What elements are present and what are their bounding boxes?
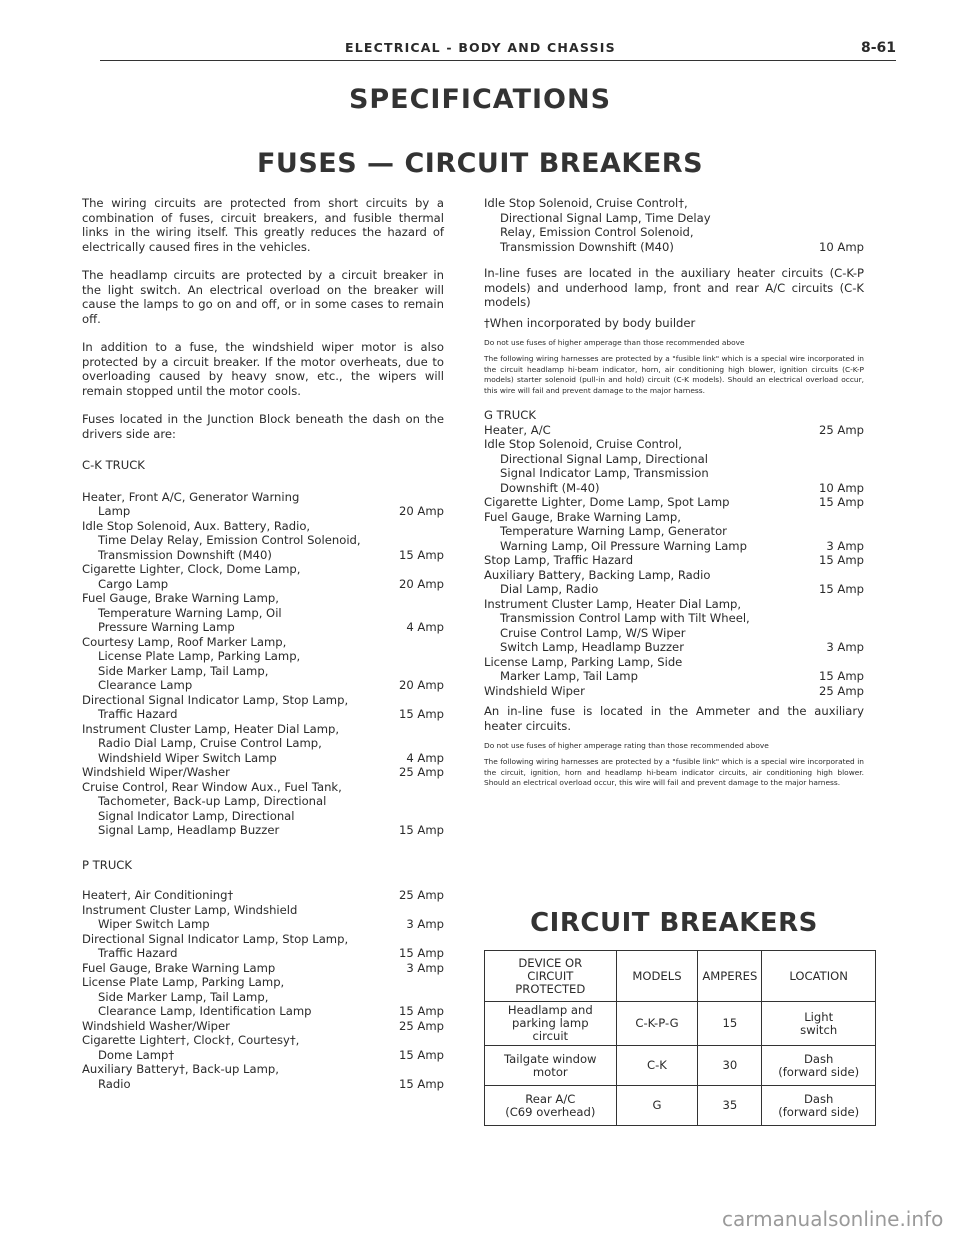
fuse-circuit-line: Windshield Wiper Switch Lamp — [98, 750, 277, 765]
fuse-circuit-line: Fuel Gauge, Brake Warning Lamp, — [82, 591, 279, 605]
fuse-entry — [82, 1019, 444, 1034]
fuse-circuit-line: Warning Lamp, Oil Pressure Warning Lamp — [500, 538, 747, 553]
table-row — [485, 1086, 876, 1126]
section-heading: FUSES — CIRCUIT BREAKERS — [256, 148, 704, 179]
table-row — [485, 1046, 876, 1086]
fuse-entry — [82, 562, 444, 591]
p-fuse-list — [82, 888, 444, 1091]
fuse-circuit-line: Radio — [98, 1076, 131, 1091]
g-fuse-list — [484, 423, 864, 699]
fuse-amperage: 15 Amp — [398, 823, 444, 837]
fuse-entry — [484, 597, 864, 655]
fuse-circuit-line: Directional Signal Indicator Lamp, Stop Lamp, — [82, 931, 349, 946]
fuse-circuit-line: Cigarette Lighter, Clock, Dome Lamp, — [82, 562, 301, 576]
fuse-entry — [484, 437, 864, 495]
fuse-amperage: 15 Amp — [398, 1004, 444, 1018]
column-header: AMPERES — [698, 951, 762, 1002]
fuse-entry — [82, 722, 444, 766]
fuse-circuit-line: Instrument Cluster Lamp, Heater Dial Lamp, — [82, 721, 340, 736]
fuse-entry — [82, 1033, 444, 1062]
fuse-entry — [484, 553, 864, 568]
fuse-circuit-line: Idle Stop Solenoid, Cruise Control†, — [484, 196, 688, 210]
fuse-amperage: 4 Amp — [406, 620, 444, 634]
fuse-amperage: 15 Amp — [818, 582, 864, 597]
fuse-amperage: 4 Amp — [406, 750, 444, 765]
fuse-entry — [484, 423, 864, 438]
fuse-amperage: 3 Amp — [826, 538, 864, 553]
fuse-circuit-line: Wiper Switch Lamp — [98, 917, 210, 931]
p-truck-heading: P TRUCK — [82, 857, 132, 872]
fuse-amperage: 15 Amp — [818, 495, 864, 510]
intro-paragraph: The wiring circuits are protected from short circuits by a combination of fuses, circuit breakers, and fusible thermal links in the wiring itself. This greatly reduces the hazard of electrically caused fires in the vehicles. — [82, 196, 444, 254]
fuse-entry — [484, 568, 864, 597]
fuse-circuit-line: Relay, Emission Control Solenoid, — [500, 225, 694, 239]
fuse-circuits — [484, 568, 800, 597]
fuse-circuit-line: Instrument Cluster Lamp, Heater Dial Lamp, — [484, 596, 742, 611]
table-cell: G — [616, 1086, 698, 1126]
fuse-circuit-line: Courtesy Lamp, Roof Marker Lamp, — [82, 634, 287, 649]
fusible-link-note: The following wiring harnesses are protected by a "fusible link" which is a special wire incorporated in the circuit headlamp hi-beam indicator, horn, air conditioning high blower, ignition circuits (C-K-P models) starter solenoid (pull-in and hold) circuit (C-K models). Should an electrical overload occur, this wire will fail and prevent damage to the major harness. — [484, 354, 864, 395]
fuse-circuits — [82, 888, 380, 903]
fuse-amperage: 25 Amp — [818, 683, 864, 698]
fuse-circuit-line: Heater, A/C — [484, 422, 551, 437]
fuse-circuits — [484, 510, 800, 554]
fuse-circuit-line: License Plate Lamp, Parking Lamp, — [82, 975, 285, 989]
fuse-circuit-line: Fuel Gauge, Brake Warning Lamp — [82, 960, 276, 975]
fuse-circuit-line: Traffic Hazard — [98, 946, 178, 960]
right-column — [484, 196, 864, 789]
fuse-circuit-line: Fuel Gauge, Brake Warning Lamp, — [484, 509, 681, 524]
fuse-circuit-line: Pressure Warning Lamp — [98, 620, 235, 634]
fuse-entry — [82, 490, 444, 519]
fuse-circuits — [82, 1019, 380, 1034]
fuse-entry — [82, 591, 444, 635]
left-column — [82, 196, 444, 1091]
fuse-circuits — [484, 597, 800, 655]
fuse-entry — [82, 975, 444, 1019]
fuse-amperage: 20 Amp — [398, 678, 444, 692]
fuse-circuit-line: Cigarette Lighter†, Clock†, Courtesy†, — [82, 1033, 300, 1047]
fuse-amperage: 25 Amp — [398, 765, 444, 779]
fuse-circuits — [82, 961, 380, 976]
fuse-circuits — [484, 437, 800, 495]
column-header: MODELS — [616, 951, 698, 1002]
fuse-circuit-line: Dome Lamp† — [98, 1047, 175, 1062]
fuse-circuit-line: Lamp — [98, 504, 131, 518]
fuse-circuit-line: Auxiliary Battery, Backing Lamp, Radio — [484, 567, 711, 582]
fuse-entry — [82, 932, 444, 961]
fuse-circuits — [82, 780, 380, 838]
circuit-breakers-table — [484, 950, 876, 1126]
fuse-entry — [82, 903, 444, 932]
fuse-entry — [82, 693, 444, 722]
section-title: ELECTRICAL - BODY AND CHASSIS — [345, 40, 616, 55]
fuse-circuits — [82, 932, 380, 961]
amperage-warning: Do not use fuses of higher amperage rating than those recommended above — [484, 741, 769, 751]
fuse-circuit-line: Transmission Downshift (M40) — [500, 239, 674, 254]
fuse-amperage: 15 Amp — [398, 707, 444, 721]
fuse-circuit-line: Transmission Control Lamp with Tilt Wheel, — [500, 611, 750, 626]
fuse-circuit-line: Traffic Hazard — [98, 707, 178, 721]
fuse-entry — [484, 495, 864, 510]
fuse-circuit-line: Temperature Warning Lamp, Generator — [500, 524, 727, 539]
fuse-circuits — [82, 1033, 380, 1062]
fuse-circuit-line: Directional Signal Indicator Lamp, Stop Lamp, — [82, 692, 349, 707]
fuse-circuit-line: Windshield Washer/Wiper — [82, 1018, 230, 1033]
fuse-circuit-line: Radio Dial Lamp, Cruise Control Lamp, — [98, 736, 322, 750]
fuse-circuits — [82, 635, 380, 693]
fuse-amperage: 15 Amp — [398, 946, 444, 960]
fuse-amperage: 25 Amp — [398, 888, 444, 902]
fuse-circuits — [484, 423, 800, 438]
fuse-circuit-line: Temperature Warning Lamp, Oil — [98, 605, 282, 620]
intro-paragraph: The headlamp circuits are protected by a circuit breaker in the light switch. An electrical overload on the breaker will cause the lamps to go on and off, or in some cases to remain off. — [82, 268, 444, 326]
fuse-circuit-line: Heater†, Air Conditioning† — [82, 888, 234, 902]
table-row — [485, 1002, 876, 1046]
table-cell: Light switch — [762, 1002, 876, 1046]
ck-fuse-list — [82, 490, 444, 838]
fuse-circuits — [82, 519, 380, 563]
fuse-entry — [82, 780, 444, 838]
fuse-circuit-line: Side Marker Lamp, Tail Lamp, — [98, 663, 269, 678]
fuse-circuit-line: Signal Indicator Lamp, Directional — [98, 808, 295, 823]
table-cell: 30 — [698, 1046, 762, 1086]
fuse-circuit-line: Tachometer, Back-up Lamp, Directional — [98, 794, 327, 808]
fuse-entry — [82, 635, 444, 693]
watermark: carmanualsonline.info — [722, 1207, 944, 1231]
table-cell: 35 — [698, 1086, 762, 1126]
fuse-circuits — [82, 722, 380, 766]
fuse-amperage: 3 Amp — [826, 640, 864, 655]
fuse-circuit-line: License Lamp, Parking Lamp, Side — [484, 654, 683, 669]
column-header: LOCATION — [762, 951, 876, 1002]
fuse-entry — [484, 684, 864, 699]
table-cell: C-K-P-G — [616, 1002, 698, 1046]
fuse-amperage: 3 Amp — [406, 917, 444, 931]
fuse-amperage: 20 Amp — [398, 576, 444, 591]
fuse-amperage: 20 Amp — [398, 504, 444, 518]
fuse-amperage: 15 Amp — [818, 553, 864, 568]
circuit-breakers-heading: CIRCUIT BREAKERS — [530, 908, 818, 938]
fuse-amperage: 25 Amp — [398, 1018, 444, 1033]
fuse-amperage: 15 Amp — [398, 1076, 444, 1091]
fuse-circuit-line: Windshield Wiper — [484, 683, 585, 698]
fuse-circuit-line: Heater, Front A/C, Generator Warning — [82, 489, 300, 504]
fuse-amperage: 25 Amp — [818, 422, 864, 437]
fuse-entry — [82, 765, 444, 780]
g-truck-heading: G TRUCK — [484, 408, 536, 423]
fuse-circuit-line: Dial Lamp, Radio — [500, 582, 599, 597]
fuse-circuits — [82, 490, 380, 519]
fuse-circuit-line: Idle Stop Solenoid, Aux. Battery, Radio, — [82, 518, 311, 533]
fuse-entry — [82, 1062, 444, 1091]
fuse-circuit-line: Cruise Control Lamp, W/S Wiper — [500, 625, 686, 640]
fuse-circuit-line: Signal Indicator Lamp, Transmission — [500, 466, 709, 481]
fuse-amperage: 15 Amp — [818, 669, 864, 684]
fuse-circuit-line: Directional Signal Lamp, Directional — [500, 451, 708, 466]
fuse-circuits — [484, 655, 800, 684]
fuse-amperage: 15 Amp — [398, 1047, 444, 1062]
fuse-circuit-line: Instrument Cluster Lamp, Windshield — [82, 902, 298, 917]
fuse-circuits — [82, 562, 380, 591]
body-builder-note: †When incorporated by body builder — [484, 315, 696, 330]
fuse-circuits — [484, 495, 800, 510]
fuse-circuits — [484, 196, 800, 254]
fuse-circuits — [82, 903, 380, 932]
fuse-entry — [484, 655, 864, 684]
fuse-circuit-line: Stop Lamp, Traffic Hazard — [484, 553, 634, 568]
fuse-circuit-line: Windshield Wiper/Washer — [82, 765, 230, 779]
fuse-circuit-line: Side Marker Lamp, Tail Lamp, — [98, 989, 269, 1004]
fuse-circuit-line: Signal Lamp, Headlamp Buzzer — [98, 823, 280, 837]
inline-fuse-note: In-line fuses are located in the auxiliary heater circuits (C-K-P models) and underhood lamp, front and rear A/C circuits (C-K models) — [484, 266, 864, 309]
table-cell: 15 — [698, 1002, 762, 1046]
fuse-circuit-line: License Plate Lamp, Parking Lamp, — [98, 649, 301, 663]
right-top-fuse-list — [484, 196, 864, 254]
fuse-circuits — [484, 553, 800, 568]
table-cell: Headlamp and parking lamp circuit — [485, 1002, 617, 1046]
fuse-entry — [484, 510, 864, 554]
fuse-circuits — [82, 693, 380, 722]
intro-paragraph: In addition to a fuse, the windshield wiper motor is also protected by a circuit breaker. If the motor overheats, due to overloading caused by heavy snow, etc., the wipers will remain stopped until the motor cools. — [82, 340, 444, 398]
column-header: DEVICE OR CIRCUIT PROTECTED — [485, 951, 617, 1002]
fuse-circuits — [82, 1062, 380, 1091]
fuse-circuit-line: Directional Signal Lamp, Time Delay — [500, 210, 711, 225]
fusible-link-note: The following wiring harnesses are protected by a "fusible link" which is a special wire incorporated in the circuit, ignition, horn and headlamp hi-beam indicator circuits, air conditioning high blower. Should an electrical overload occur, this wire will fail and prevent damage to the major harness. — [484, 757, 864, 788]
fuse-entry — [484, 196, 864, 254]
fuse-circuit-line: Downshift (M-40) — [500, 480, 600, 495]
table-body — [485, 1002, 876, 1126]
fuse-entry — [82, 519, 444, 563]
fuse-entry — [82, 888, 444, 903]
table-cell: Dash (forward side) — [762, 1086, 876, 1126]
page-title: SPECIFICATIONS — [348, 84, 612, 115]
fuse-amperage: 15 Amp — [398, 547, 444, 562]
table-cell: C-K — [616, 1046, 698, 1086]
table-cell: Dash (forward side) — [762, 1046, 876, 1086]
running-header — [100, 40, 896, 61]
fuse-circuits — [82, 765, 380, 780]
amperage-warning: Do not use fuses of higher amperage than those recommended above — [484, 338, 745, 347]
fuse-circuit-line: Cigarette Lighter, Dome Lamp, Spot Lamp — [484, 495, 730, 510]
fuse-amperage: 3 Amp — [406, 960, 444, 975]
fuse-circuit-line: Idle Stop Solenoid, Cruise Control, — [484, 437, 682, 452]
fuse-circuits — [484, 684, 800, 699]
fuse-circuit-line: Cargo Lamp — [98, 576, 169, 591]
fuse-circuit-line: Time Delay Relay, Emission Control Solenoid, — [98, 533, 361, 547]
fuse-circuits — [82, 591, 380, 635]
fuse-circuit-line: Switch Lamp, Headlamp Buzzer — [500, 640, 684, 655]
table-header-row — [485, 951, 876, 1002]
page-number: 8-61 — [860, 40, 896, 56]
ck-truck-heading: C-K TRUCK — [82, 458, 145, 472]
fuse-amperage: 10 Amp — [818, 480, 864, 495]
table-cell: Tailgate window motor — [485, 1046, 617, 1086]
table-cell: Rear A/C (C69 overhead) — [485, 1086, 617, 1126]
fuse-circuit-line: Marker Lamp, Tail Lamp — [500, 669, 638, 684]
fuse-circuit-line: Cruise Control, Rear Window Aux., Fuel Tank, — [82, 779, 342, 794]
intro-paragraph: Fuses located in the Junction Block beneath the dash on the drivers side are: — [82, 412, 444, 441]
fuse-circuit-line: Auxiliary Battery†, Back-up Lamp, — [82, 1062, 279, 1076]
ammeter-note: An in-line fuse is located in the Ammeter and the auxiliary heater circuits. — [484, 704, 864, 733]
fuse-entry — [82, 961, 444, 976]
fuse-circuits — [82, 975, 380, 1019]
fuse-circuit-line: Clearance Lamp, Identification Lamp — [98, 1004, 312, 1018]
fuse-circuit-line: Transmission Downshift (M40) — [98, 547, 272, 562]
fuse-circuit-line: Clearance Lamp — [98, 678, 193, 692]
fuse-amperage: 10 Amp — [818, 239, 864, 254]
